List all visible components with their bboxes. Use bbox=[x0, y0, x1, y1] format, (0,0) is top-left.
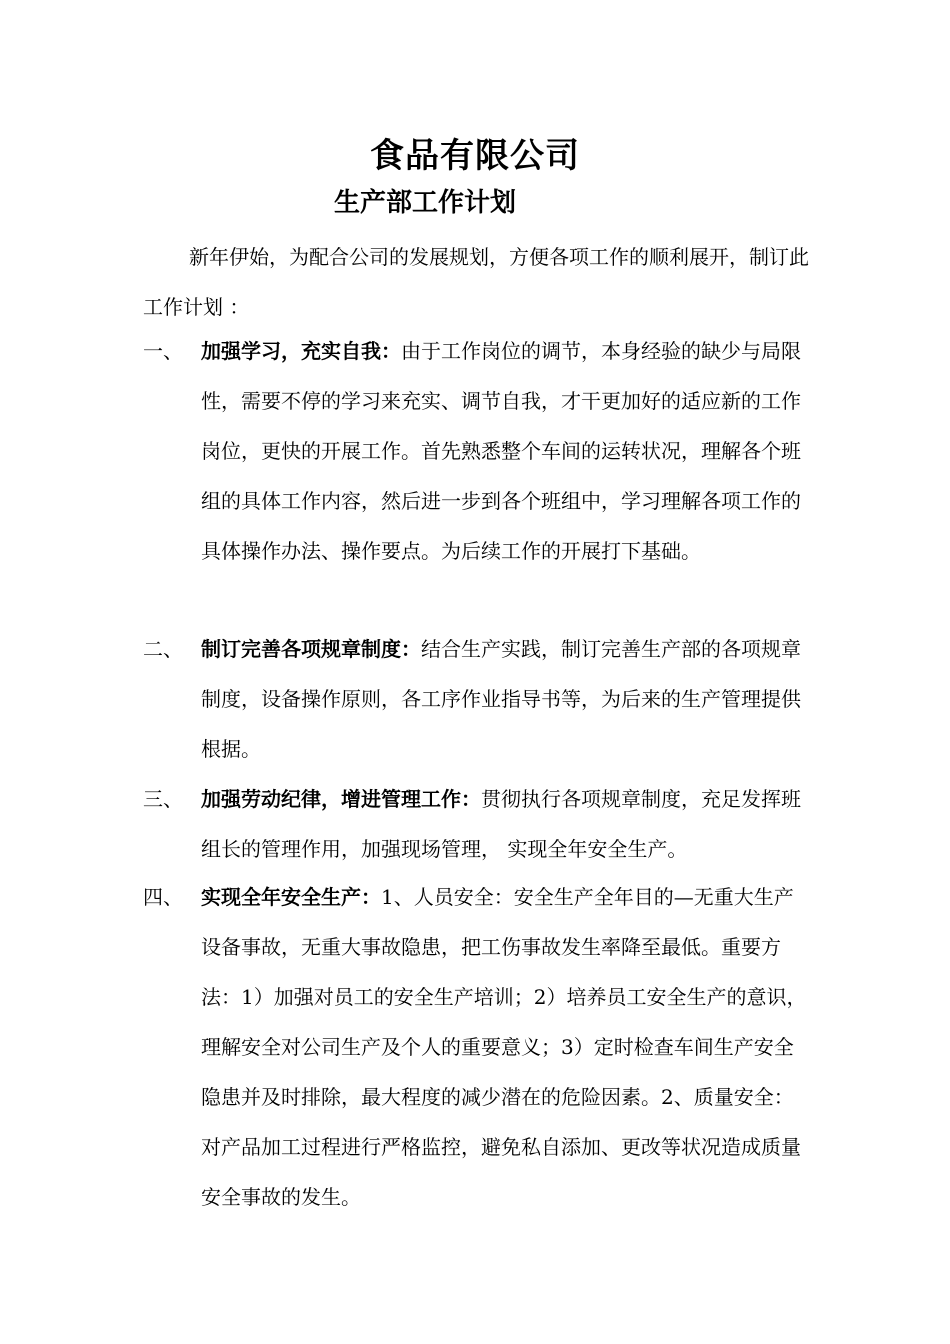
document-title: 食品有限公司 bbox=[370, 136, 580, 176]
section-4 bbox=[143, 872, 823, 1222]
section-heading: 实现全年安全生产： bbox=[201, 885, 381, 909]
section-body bbox=[201, 872, 811, 1222]
section-text: 结合生产实践，制订完善生产部的各项规章制度，设备操作原则，各工序作业指导书等，为后来的生产管理提供根据。 bbox=[201, 637, 801, 761]
section-1 bbox=[143, 326, 823, 576]
section-heading: 加强劳动纪律，增进管理工作： bbox=[201, 787, 481, 811]
section-body bbox=[201, 624, 811, 774]
section-heading: 加强学习，充实自我： bbox=[201, 339, 401, 363]
section-text: 1、人员安全：安全生产全年目的—无重大生产设备事故，无重大事故隐患，把工伤事故发生率降至最低。重要方法：1）加强对员工的安全生产培训；2）培养员工安全生产的意识，理解安全对公司生产及个人的重要意义；3）定时检查车间生产安全隐患并及时排除，最大程度的减少潜在的危险因素。2、质量安全：对产品加工过程进行严格监控，避免私自添加、更改等状况造成质量安全事故的发生。 bbox=[201, 885, 807, 1209]
section-3 bbox=[143, 774, 823, 874]
section-text: 由于工作岗位的调节，本身经验的缺少与局限性，需要不停的学习来充实、调节自我，才干更加好的适应新的工作岗位，更快的开展工作。首先熟悉整个车间的运转状况，理解各个班组的具体工作内容，然后进一步到各个班组中，学习理解各项工作的具体操作办法、操作要点。为后续工作的开展打下基础。 bbox=[201, 339, 801, 563]
document-subtitle: 生产部工作计划 bbox=[334, 188, 517, 218]
section-number: 一、 bbox=[143, 339, 183, 363]
section-2 bbox=[143, 624, 823, 774]
section-text: 贯彻执行各项规章制度，充足发挥班组长的管理作用，加强现场管理， 实现全年安全生产。 bbox=[201, 787, 801, 861]
section-number: 二、 bbox=[143, 637, 183, 661]
section-heading: 制订完善各项规章制度： bbox=[201, 637, 421, 661]
intro-paragraph: 新年伊始，为配合公司的发展规划，方便各项工作的顺利展开，制订此工作计划 ： bbox=[143, 245, 809, 319]
section-body bbox=[201, 774, 811, 874]
section-number: 四、 bbox=[143, 885, 183, 909]
section-number: 三、 bbox=[143, 787, 183, 811]
section-body bbox=[201, 326, 811, 576]
